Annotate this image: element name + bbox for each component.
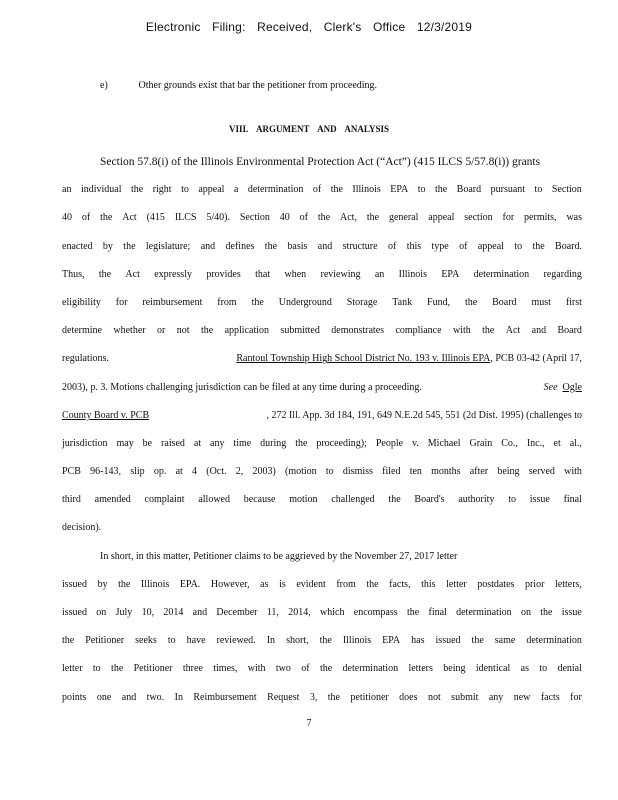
word: of <box>312 184 322 196</box>
word: determination <box>342 663 399 675</box>
word: general <box>388 212 419 224</box>
word: amended <box>94 494 131 506</box>
word: motion <box>289 494 318 506</box>
word: to <box>167 635 176 647</box>
word: Act <box>125 268 140 280</box>
word: Illinois <box>342 635 372 647</box>
word: enacted <box>62 240 93 252</box>
word: the <box>532 240 545 252</box>
word: application <box>224 325 270 337</box>
word: Board <box>557 325 582 337</box>
word: to <box>514 240 523 252</box>
text-line <box>62 317 582 345</box>
word: months <box>431 466 461 478</box>
word: an <box>62 184 72 196</box>
list-item-label: e) <box>100 80 108 91</box>
word: the <box>264 240 278 252</box>
word: Reimbursement <box>193 691 257 703</box>
word: the <box>366 578 379 590</box>
word: of <box>299 212 308 224</box>
word: times, <box>213 663 238 675</box>
list-item-e <box>100 80 377 91</box>
word: EPA <box>441 268 460 280</box>
word: encompass <box>353 607 398 618</box>
word: authority <box>458 494 495 506</box>
word: facts, <box>389 578 411 590</box>
word: served <box>528 466 555 478</box>
word: reimbursement <box>142 296 203 308</box>
word: to <box>325 466 334 478</box>
word: to <box>539 663 548 675</box>
word: determine <box>62 325 102 337</box>
word: People <box>375 437 404 449</box>
text-line <box>62 655 582 683</box>
word: letter <box>446 578 467 590</box>
word: has <box>411 635 425 647</box>
text-segment: 2003), p. 3. Motions challenging jurisdiction can be filed at any time during a proceeding. <box>62 381 422 393</box>
filing-header: Electronic Filing: Received, Clerk's Office 12/3/2019 <box>145 20 473 34</box>
word: However, <box>210 578 250 590</box>
word: Board <box>492 296 517 308</box>
word: complaint <box>144 494 185 506</box>
case-citation: County Board v. PCB <box>62 409 150 421</box>
word: facts <box>540 691 560 703</box>
word: identical <box>475 663 511 675</box>
word: the <box>123 240 136 252</box>
word: with <box>452 325 471 337</box>
word: the <box>471 635 484 647</box>
word: three <box>182 663 203 675</box>
word: being <box>443 663 466 675</box>
word: and <box>531 325 547 337</box>
word: 10, <box>141 607 155 618</box>
page-number: 7 <box>306 718 312 729</box>
text-line <box>62 627 582 655</box>
word: the <box>317 212 331 224</box>
word: on <box>96 607 107 618</box>
text-line <box>62 204 582 232</box>
word: issue <box>529 494 550 506</box>
word: two. <box>146 691 165 703</box>
word: pursuant <box>490 184 526 196</box>
word: compliance <box>395 325 442 337</box>
word: et <box>553 437 561 449</box>
word: slip <box>130 466 145 478</box>
word: challenged <box>331 494 375 506</box>
word: is <box>279 578 286 590</box>
word: the <box>319 635 332 647</box>
word: being <box>497 466 520 478</box>
word: EPA <box>382 635 401 647</box>
text-segment: , 272 Ill. App. 3d 184, 191, 649 N.E.2d 545, 551 (2d Dist. 1995) (challenges to <box>266 409 582 421</box>
word: to <box>508 494 517 506</box>
word: and <box>192 607 208 618</box>
word: appeal <box>477 240 504 252</box>
word: 2014, <box>288 607 311 618</box>
word: allowed <box>198 494 230 506</box>
word: Act, <box>340 212 357 224</box>
word: have <box>186 635 206 647</box>
word: Board's <box>414 494 445 506</box>
word: this <box>406 240 422 252</box>
word: the <box>295 437 308 449</box>
word: 4 <box>192 466 198 478</box>
word: Petitioner <box>85 635 125 647</box>
word: Michael <box>427 437 461 449</box>
word: Thus, <box>62 268 85 280</box>
word: the <box>98 268 112 280</box>
word: the <box>330 184 343 196</box>
word: eligibility <box>62 296 101 308</box>
word: raised <box>161 437 185 449</box>
text-line <box>62 345 582 373</box>
word: whether <box>113 325 146 337</box>
case-citation: Rantoul Township High School District No. 193 v. Illinois EPA <box>236 353 491 365</box>
paragraph-in-short <box>62 543 582 712</box>
word: to <box>534 184 543 196</box>
word: expressly <box>154 268 192 280</box>
word: not <box>176 325 190 337</box>
word: any <box>210 437 225 449</box>
word: a <box>233 184 239 196</box>
word: Act <box>122 212 137 224</box>
word: may <box>116 437 134 449</box>
word: an <box>374 268 385 280</box>
word: EPA <box>390 184 409 196</box>
word: determination <box>456 607 512 618</box>
word: defines <box>225 240 255 252</box>
word: Act <box>505 325 521 337</box>
word: reviewed. <box>216 635 256 647</box>
word: v. <box>411 437 419 449</box>
word: issued <box>62 607 87 618</box>
word: which <box>320 607 345 618</box>
word: the <box>130 184 144 196</box>
word: (motion <box>285 466 317 478</box>
word: letters, <box>554 578 582 590</box>
word: regarding <box>543 268 582 280</box>
word: appeal <box>428 212 455 224</box>
word: two <box>275 663 291 675</box>
word: 2003) <box>252 466 276 478</box>
word: the <box>327 691 340 703</box>
word: one <box>96 691 112 703</box>
text-line <box>62 571 582 599</box>
word: 11, <box>266 607 279 618</box>
word: Inc., <box>526 437 545 449</box>
word: denial <box>557 663 582 675</box>
word: be <box>142 437 153 449</box>
word: short, <box>286 635 309 647</box>
word: structure <box>342 240 378 252</box>
word: from <box>217 296 237 308</box>
word: the <box>319 663 333 675</box>
word: points <box>62 691 87 703</box>
word: submitted <box>280 325 320 337</box>
word: dismiss <box>342 466 373 478</box>
word: op. <box>153 466 167 478</box>
word: petitioner <box>350 691 389 703</box>
word: time <box>233 437 252 449</box>
word: Underground <box>278 296 332 308</box>
word: of <box>387 240 397 252</box>
word: and <box>121 691 137 703</box>
word: the <box>111 663 124 675</box>
word: to <box>181 184 189 196</box>
word: the <box>251 296 264 308</box>
word: provides <box>206 268 241 280</box>
word: Petitioner <box>133 663 173 675</box>
text-line <box>62 486 582 514</box>
word: the <box>482 325 495 337</box>
word: proceeding); <box>316 437 367 449</box>
paragraph-argument <box>62 148 582 543</box>
word: must <box>531 296 551 308</box>
word: the <box>434 184 448 196</box>
word: for <box>502 212 515 224</box>
word: ten <box>409 466 422 478</box>
word: first <box>565 296 582 308</box>
word: that <box>255 268 271 280</box>
word: by <box>97 578 108 590</box>
word: issued <box>62 578 87 590</box>
list-item-text: Other grounds exist that bar the petitioner from proceeding. <box>138 80 378 91</box>
text-line: decision). <box>62 522 102 534</box>
word: the <box>62 635 75 647</box>
word: as <box>520 663 529 675</box>
text-line <box>62 374 582 402</box>
word: Section <box>239 212 270 224</box>
word: not <box>427 691 441 703</box>
word: the <box>100 212 113 224</box>
word: the <box>540 607 553 618</box>
text-line: Section 57.8(i) of the Illinois Environmental Protection Act (“Act”) (415 ILCS 5/57.8(i)) grants <box>100 156 541 168</box>
word: 3, <box>309 691 318 703</box>
word: final <box>428 607 447 618</box>
word: Request <box>267 691 300 703</box>
case-citation: Ogle <box>562 381 582 393</box>
word: with <box>247 663 266 675</box>
word: In <box>266 635 276 647</box>
signal-word: See <box>543 381 558 393</box>
word: Fund, <box>427 296 451 308</box>
word: al., <box>569 437 582 449</box>
word: section <box>464 212 493 224</box>
word: Section <box>551 184 582 196</box>
body-text <box>62 148 582 712</box>
word: issue <box>561 607 582 618</box>
word: demonstrates <box>331 325 385 337</box>
word: (415 <box>146 212 165 224</box>
word: the <box>200 325 214 337</box>
word: submit <box>451 691 479 703</box>
word: of <box>301 663 310 675</box>
word: after <box>469 466 489 478</box>
word: ILCS <box>174 212 197 224</box>
word: determination <box>473 268 530 280</box>
word: during <box>260 437 287 449</box>
word: (Oct. <box>206 466 227 478</box>
word: third <box>62 494 81 506</box>
word: 40 <box>279 212 290 224</box>
word: final <box>563 494 582 506</box>
word: the <box>406 607 420 618</box>
text-line <box>62 233 582 261</box>
word: letters <box>408 663 433 675</box>
word: Illinois <box>398 268 427 280</box>
word: reviewing <box>320 268 361 280</box>
word: postdates <box>477 578 515 590</box>
word: was <box>566 212 582 224</box>
text-line <box>62 458 582 486</box>
word: letter <box>62 663 83 675</box>
text-line <box>62 289 582 317</box>
word: determination <box>247 184 304 196</box>
text-line <box>62 261 582 289</box>
word: when <box>284 268 307 280</box>
word: 40 <box>62 212 72 224</box>
word: evident <box>296 578 326 590</box>
word: type <box>431 240 449 252</box>
word: prior <box>524 578 545 590</box>
text-line: In short, in this matter, Petitioner claims to be aggrieved by the November 27, 2017 letter <box>100 550 458 562</box>
word: appeal <box>198 184 225 196</box>
word: Tank <box>392 296 413 308</box>
section-heading: VIII. ARGUMENT AND ANALYSIS <box>228 124 390 134</box>
word: same <box>494 635 516 647</box>
word: July <box>115 607 133 618</box>
word: any <box>488 691 504 703</box>
word: Storage <box>346 296 378 308</box>
word: and <box>200 240 216 252</box>
word: of <box>459 240 468 252</box>
word: the <box>388 494 401 506</box>
text-line <box>62 430 582 458</box>
word: or <box>157 325 166 337</box>
word: for <box>570 691 582 703</box>
text-line <box>62 176 582 204</box>
word: and <box>317 240 333 252</box>
text-line <box>62 402 582 430</box>
word: Illinois <box>352 184 381 196</box>
word: issued <box>435 635 461 647</box>
word: the <box>366 212 380 224</box>
word: filed <box>382 466 401 478</box>
word: for <box>115 296 128 308</box>
word: seeks <box>135 635 157 647</box>
text-line <box>62 599 582 627</box>
word: Illinois <box>140 578 170 590</box>
word: does <box>399 691 418 703</box>
word: Co., <box>501 437 518 449</box>
word: PCB <box>62 466 81 478</box>
text-segment: , PCB 03-42 (April 17, <box>490 353 582 365</box>
word: from <box>336 578 356 590</box>
word: as <box>260 578 269 590</box>
word: the <box>464 296 478 308</box>
word: 5/40). <box>206 212 230 224</box>
word: basis <box>287 240 308 252</box>
word: with <box>564 466 582 478</box>
word: at <box>175 466 183 478</box>
word: December <box>216 607 258 618</box>
word: In <box>174 691 183 703</box>
word: EPA. <box>179 578 201 590</box>
word: this <box>421 578 436 590</box>
word: right <box>152 184 172 196</box>
word: the <box>118 578 131 590</box>
word: of <box>81 212 91 224</box>
word: by <box>102 240 113 252</box>
word: to <box>92 663 101 675</box>
word: determination <box>526 635 582 647</box>
word: permits, <box>524 212 557 224</box>
word: 2, <box>235 466 244 478</box>
word: Board <box>456 184 482 196</box>
word: new <box>513 691 531 703</box>
word: on <box>520 607 531 618</box>
word: to <box>417 184 426 196</box>
word: jurisdiction <box>62 437 108 449</box>
word: individual <box>80 184 122 196</box>
word: 2014 <box>163 607 184 618</box>
word: because <box>243 494 276 506</box>
word: 96-143, <box>90 466 121 478</box>
word: Board. <box>555 240 582 252</box>
text-line <box>62 684 582 712</box>
word: legislature; <box>145 240 191 252</box>
word: at <box>193 437 202 449</box>
word: Grain <box>469 437 493 449</box>
text-segment: regulations. <box>62 353 109 365</box>
